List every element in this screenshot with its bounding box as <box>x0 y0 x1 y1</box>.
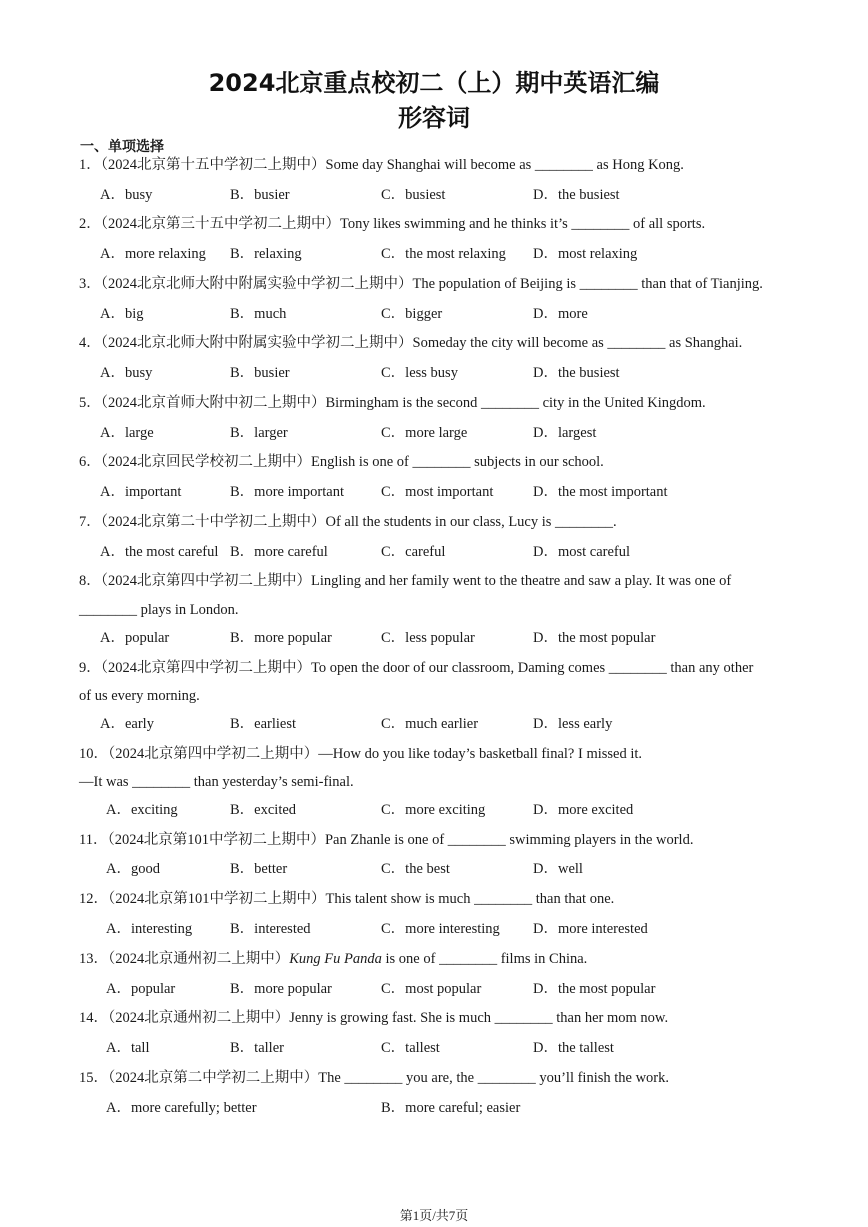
question-number: 15． <box>79 1070 108 1086</box>
question-text: Pan Zhanle is one of ________ swimming players in the world. <box>324 832 694 848</box>
options-7 <box>100 542 800 562</box>
options-6 <box>100 482 800 502</box>
options-8 <box>100 628 800 648</box>
option-c: C．more large <box>381 425 468 441</box>
options-15 <box>106 1098 806 1118</box>
question-text: To open the door of our classroom, Daming comes ________ than any other <box>311 660 754 676</box>
option-a: A．interesting <box>106 921 193 937</box>
question-source: （2024北京首师大附中初二上期中） <box>100 395 326 411</box>
question-source: （2024北京北师大附中附属实验中学初二上期中） <box>100 276 413 292</box>
question-text: The ________ you are, the ________ you’ll finish the work. <box>318 1070 670 1086</box>
option-c: C．tallest <box>381 1040 440 1056</box>
question-number: 2． <box>79 216 101 232</box>
option-a: A．important <box>100 484 182 500</box>
option-a: A．early <box>100 716 154 732</box>
option-b: B．better <box>230 861 288 877</box>
question-text: The population of Beijing is ________ than that of Tianjing. <box>412 276 763 292</box>
question-12 <box>79 885 798 914</box>
option-a: A．more relaxing <box>100 246 206 262</box>
option-c: C．most popular <box>381 981 482 997</box>
question-11 <box>79 826 798 855</box>
option-c: C．bigger <box>381 306 443 322</box>
option-d: D．more <box>533 306 588 322</box>
option-b: B．larger <box>230 425 288 441</box>
option-b: B．interested <box>230 921 311 937</box>
option-a: A．big <box>100 306 144 322</box>
options-5 <box>100 423 800 443</box>
option-d: D．the tallest <box>533 1040 614 1056</box>
question-6 <box>79 448 798 477</box>
option-c: C．more exciting <box>381 802 486 818</box>
option-a: A．the most careful <box>100 544 219 560</box>
option-c: C．the most relaxing <box>381 246 506 262</box>
options-12 <box>106 919 806 939</box>
options-14 <box>106 1038 806 1058</box>
question-source: （2024北京第四中学初二上期中） <box>108 746 319 762</box>
question-source: （2024北京第101中学初二上期中） <box>108 891 326 907</box>
question-source: （2024北京第十五中学初二上期中） <box>100 157 326 173</box>
option-d: D．the most important <box>533 484 668 500</box>
options-9 <box>100 714 800 734</box>
question-text: English is one of ________ subjects in our school. <box>311 454 604 470</box>
question-text: Of all the students in our class, Lucy is ________. <box>325 514 617 530</box>
question-number: 8． <box>79 573 101 589</box>
option-b: B．more popular <box>230 630 332 646</box>
question-text: This talent show is much ________ than that one. <box>325 891 615 907</box>
question-text: Tony likes swimming and he thinks it’s ________ of all sports. <box>340 216 706 232</box>
option-c: C．more interesting <box>381 921 500 937</box>
option-c: C．the best <box>381 861 450 877</box>
question-source: （2024北京回民学校初二上期中） <box>100 454 311 470</box>
option-b: B．busier <box>230 187 290 203</box>
option-a: A．more carefully; better <box>106 1100 257 1116</box>
option-c: C．busiest <box>381 187 446 203</box>
option-a: A．popular <box>100 630 170 646</box>
option-a: A．exciting <box>106 802 178 818</box>
question-source: （2024北京第二十中学初二上期中） <box>100 514 326 530</box>
question-14 <box>79 1004 798 1033</box>
option-d: D．the most popular <box>533 630 656 646</box>
question-number: 7． <box>79 514 101 530</box>
option-b: B．more careful <box>230 544 328 560</box>
question-10-continued: —It was ________ than yesterday’s semi-final. <box>79 774 354 790</box>
option-a: A．popular <box>106 981 176 997</box>
option-a: A．good <box>106 861 160 877</box>
question-9-continued: of us every morning. <box>79 688 200 704</box>
question-number: 4． <box>79 335 101 351</box>
question-source: （2024北京通州初二上期中） <box>108 951 290 967</box>
question-number: 1． <box>79 157 101 173</box>
question-7 <box>79 508 798 537</box>
option-d: D．most careful <box>533 544 631 560</box>
question-5 <box>79 389 798 418</box>
question-1 <box>79 151 798 180</box>
question-source: （2024北京第101中学初二上期中） <box>107 832 325 848</box>
option-c: C．much earlier <box>381 716 479 732</box>
option-b: B．more careful; easier <box>381 1100 521 1116</box>
document-title: 2024北京重点校初二（上）期中英语汇编 <box>208 69 660 97</box>
option-d: D．largest <box>533 425 597 441</box>
question-number: 6． <box>79 454 101 470</box>
question-number: 10． <box>79 746 108 762</box>
option-b: B．earliest <box>230 716 297 732</box>
page-footer: 第1页/共7页 <box>399 1208 469 1223</box>
question-number: 3． <box>79 276 101 292</box>
question-source: （2024北京第二中学初二上期中） <box>108 1070 319 1086</box>
option-a: A．large <box>100 425 154 441</box>
option-b: B．busier <box>230 365 290 381</box>
options-11 <box>106 859 806 879</box>
option-a: A．busy <box>100 187 153 203</box>
question-number: 12． <box>79 891 108 907</box>
question-10 <box>79 740 798 769</box>
question-number: 5． <box>79 395 101 411</box>
question-number: 13． <box>79 951 108 967</box>
question-source: （2024北京北师大附中附属实验中学初二上期中） <box>100 335 413 351</box>
question-3 <box>79 270 798 299</box>
film-title: Kung Fu Panda <box>289 951 382 967</box>
option-c: C．less popular <box>381 630 475 646</box>
option-b: B．excited <box>230 802 297 818</box>
options-10 <box>106 800 806 820</box>
option-d: D．the busiest <box>533 187 620 203</box>
question-8 <box>79 567 798 596</box>
question-number: 11． <box>79 832 108 848</box>
question-text: Lingling and her family went to the theatre and saw a play. It was one of <box>311 573 732 589</box>
option-c: C．most important <box>381 484 494 500</box>
question-8-continued: ________ plays in London. <box>79 602 239 618</box>
section-heading: 一、单项选择 <box>80 139 164 155</box>
question-text: Jenny is growing fast. She is much ________ than her mom now. <box>289 1010 669 1026</box>
question-source: （2024北京第三十五中学初二上期中） <box>100 216 340 232</box>
option-b: B．taller <box>230 1040 284 1056</box>
options-2 <box>100 244 800 264</box>
option-d: D．the most popular <box>533 981 656 997</box>
question-13 <box>79 945 798 974</box>
option-d: D．less early <box>533 716 613 732</box>
question-source: （2024北京通州初二上期中） <box>108 1010 290 1026</box>
question-2 <box>79 210 798 239</box>
question-source: （2024北京第四中学初二上期中） <box>100 573 311 589</box>
question-text: Birmingham is the second ________ city in the United Kingdom. <box>325 395 706 411</box>
option-c: C．less busy <box>381 365 458 381</box>
question-text: is one of ________ films in China. <box>381 951 588 967</box>
question-number: 14． <box>79 1010 108 1026</box>
question-number: 9． <box>79 660 101 676</box>
option-d: D．the busiest <box>533 365 620 381</box>
question-source: （2024北京第四中学初二上期中） <box>100 660 311 676</box>
question-9 <box>79 654 798 683</box>
question-15 <box>79 1064 798 1093</box>
question-text: Some day Shanghai will become as ________ as Hong Kong. <box>325 157 684 173</box>
option-a: A．tall <box>106 1040 150 1056</box>
question-text: Someday the city will become as ________ as Shanghai. <box>412 335 743 351</box>
document-subtitle: 形容词 <box>398 104 470 132</box>
option-c: C．careful <box>381 544 446 560</box>
option-d: D．well <box>533 861 583 877</box>
option-d: D．most relaxing <box>533 246 638 262</box>
question-text: —How do you like today’s basketball final? I missed it. <box>318 746 643 762</box>
question-4 <box>79 329 798 358</box>
options-4 <box>100 363 800 383</box>
option-b: B．more popular <box>230 981 332 997</box>
option-b: B．more important <box>230 484 344 500</box>
option-b: B．relaxing <box>230 246 302 262</box>
options-13 <box>106 979 806 999</box>
options-3 <box>100 304 800 324</box>
options-1 <box>100 185 800 205</box>
option-b: B．much <box>230 306 287 322</box>
option-a: A．busy <box>100 365 153 381</box>
option-d: D．more interested <box>533 921 648 937</box>
option-d: D．more excited <box>533 802 634 818</box>
